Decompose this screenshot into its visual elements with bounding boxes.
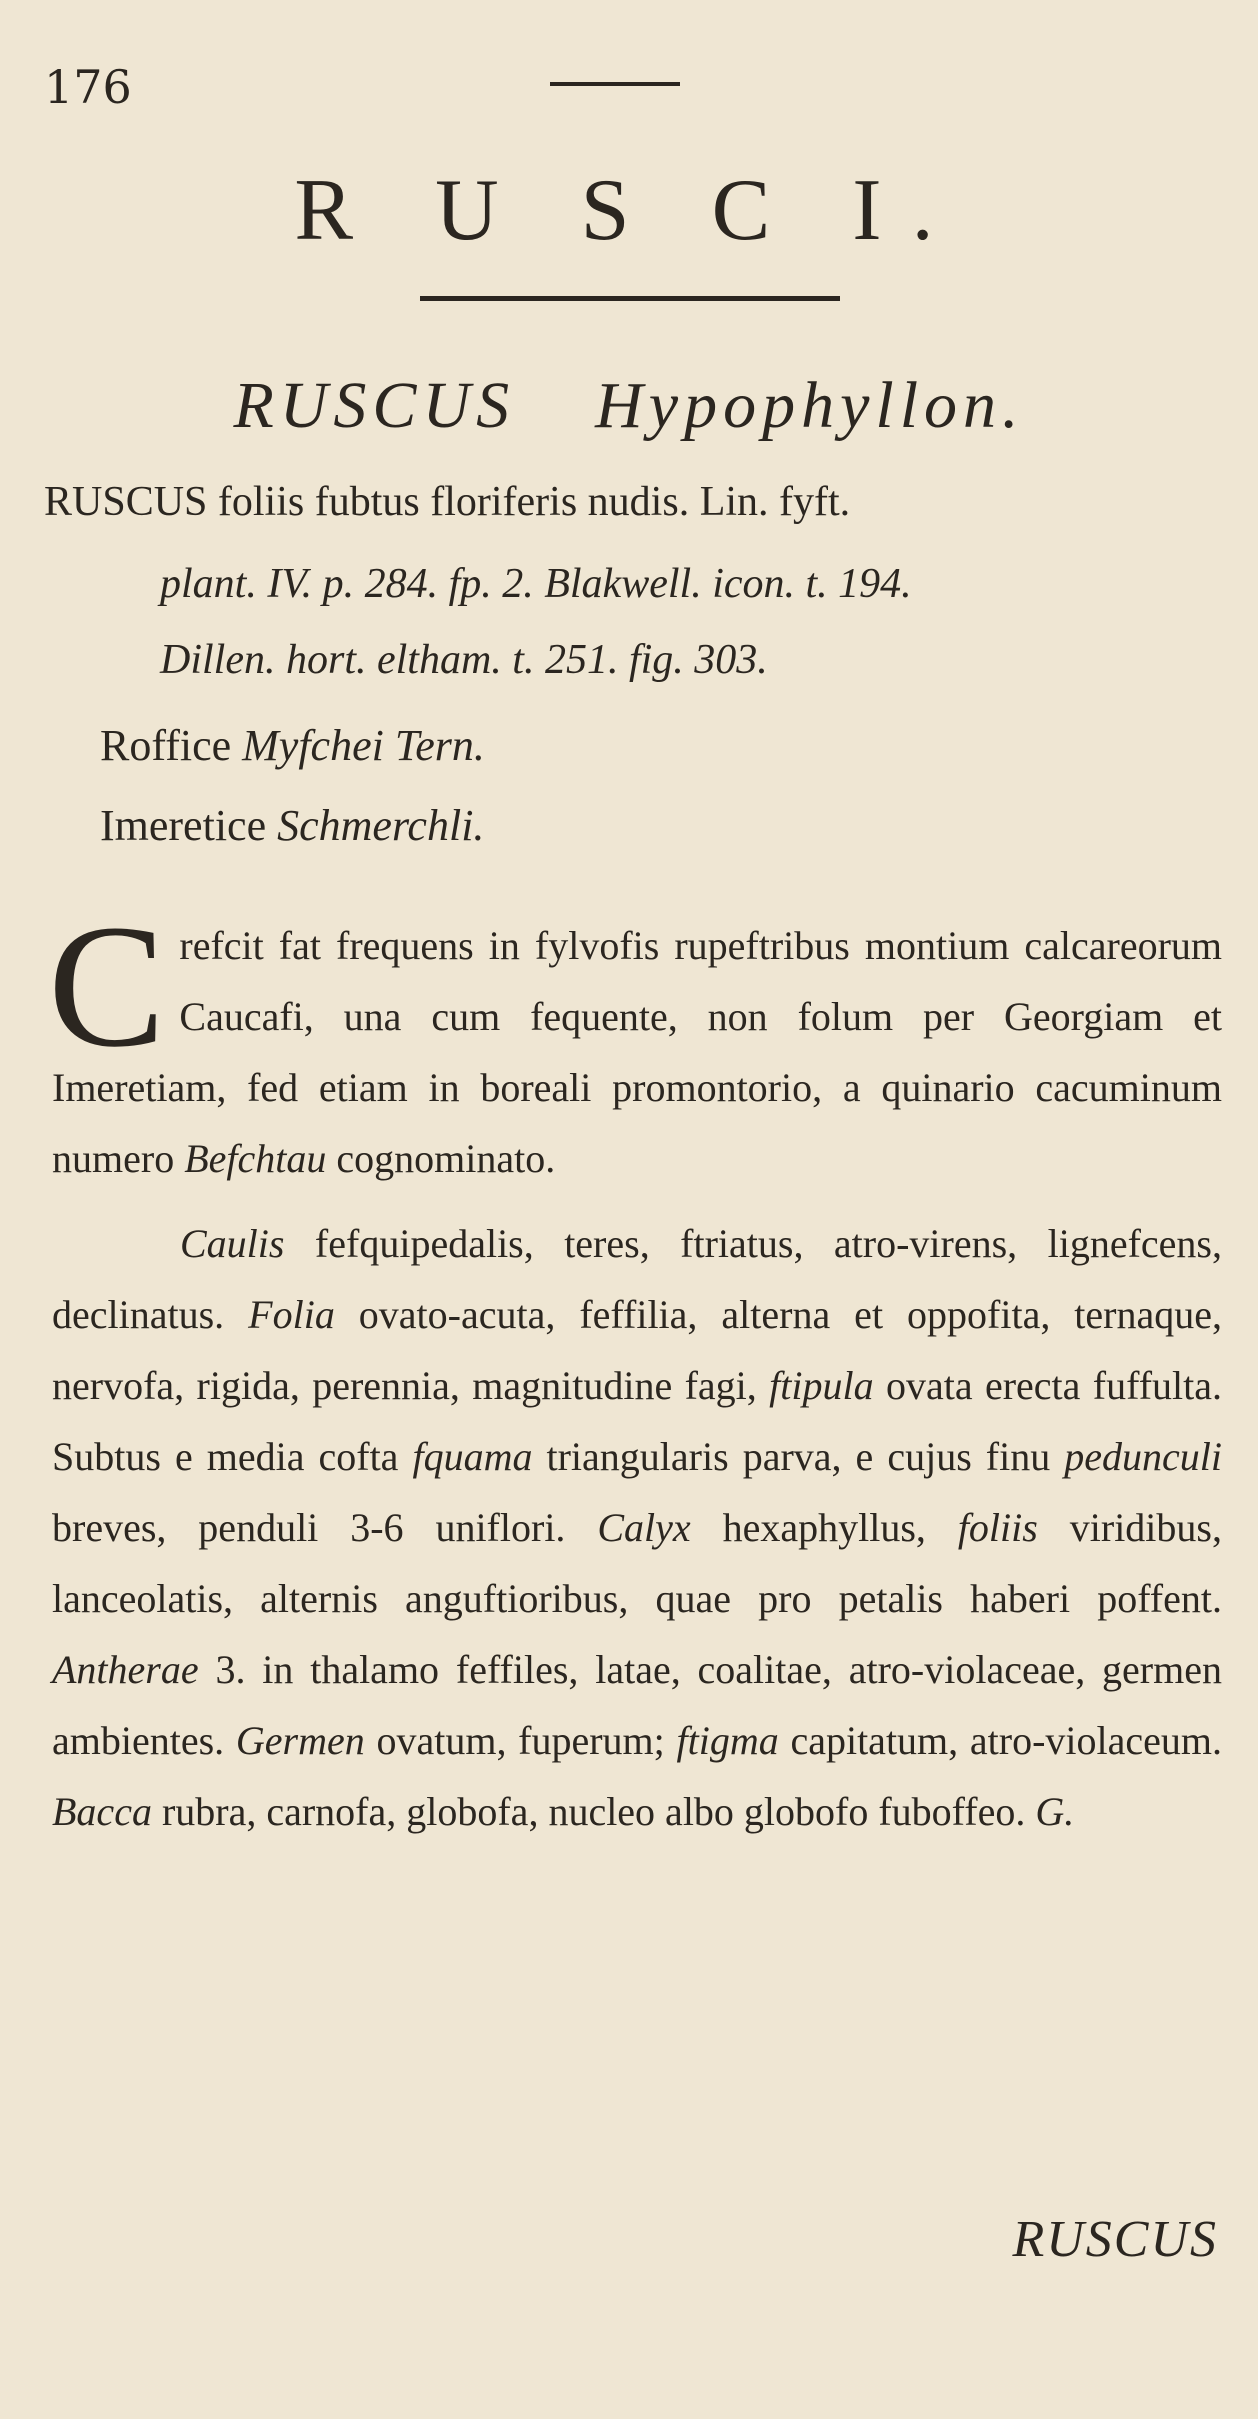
term: ftigma bbox=[676, 1718, 779, 1763]
vernacular-name: Myfchei Tern. bbox=[242, 721, 485, 770]
species-heading bbox=[0, 368, 1258, 444]
description-body bbox=[48, 889, 1223, 1847]
text: ovata erecta fuffulta. Subtus e media cofta bbox=[52, 1363, 1222, 1479]
genus-name: RUSCUS bbox=[233, 369, 516, 442]
place-name: Befchtau bbox=[184, 1136, 327, 1181]
synonymy-line-3: Dillen. hort. eltham. t. 251. fig. 303. bbox=[160, 637, 768, 683]
term: pedunculi bbox=[1064, 1434, 1222, 1479]
text: 3. in thalamo feffiles, latae, coalitae, atro-violaceae, germen ambientes. bbox=[52, 1647, 1222, 1763]
vernacular-imeretian bbox=[100, 800, 484, 851]
morphology-paragraph bbox=[52, 1208, 1222, 1847]
term: fquama bbox=[412, 1434, 533, 1479]
text: breves, penduli 3-6 uniflori. bbox=[52, 1505, 598, 1550]
text: triangularis parva, e cujus finu bbox=[532, 1434, 1065, 1479]
habitat-text: refcit fat frequens in fylvofis rupeftribus montium calcareorum Caucafi, una cum fequente, non folum per Georgiam et Imeretiam, fed etiam in boreali promontorio, a quinario cacuminum numero bbox=[52, 923, 1222, 1181]
synonymy-line-2: plant. IV. p. 284. fp. 2. Blakwell. icon. t. 194. bbox=[160, 561, 912, 607]
habitat-text-end: cognominato. bbox=[326, 1136, 556, 1181]
habitat-paragraph bbox=[48, 889, 1222, 1194]
section-title: R U S C I. bbox=[294, 162, 964, 259]
vernacular-russian bbox=[100, 720, 485, 771]
vernacular-name: Schmerchli. bbox=[277, 801, 485, 850]
term: ftipula bbox=[769, 1363, 874, 1408]
text: rubra, carnofa, globofa, nucleo albo globofo fuboffeo. bbox=[151, 1789, 1036, 1834]
synonymy-line-1: RUSCUS foliis fubtus floriferis nudis. Lin. fyft. bbox=[44, 479, 851, 525]
text: capitatum, atro-violaceum. bbox=[778, 1718, 1222, 1763]
text: hexaphyllus, bbox=[690, 1505, 958, 1550]
header-rule bbox=[550, 82, 680, 86]
species-name: Hypophyllon. bbox=[595, 369, 1025, 442]
author-initial: G. bbox=[1035, 1789, 1075, 1834]
vernacular-language: Imeretice bbox=[100, 801, 267, 850]
catchword: RUSCUS bbox=[1012, 2211, 1218, 2268]
term: Caulis bbox=[180, 1221, 285, 1266]
vernacular-language: Roffice bbox=[100, 721, 232, 770]
page-number: 176 bbox=[44, 60, 132, 114]
term: Antherae bbox=[52, 1647, 199, 1692]
term: Bacca bbox=[52, 1789, 152, 1834]
term: Folia bbox=[248, 1292, 335, 1337]
title-rule bbox=[420, 296, 840, 301]
text: ovato-acuta, feffilia, alterna et oppofita, ternaque, nervofa, rigida, perennia, magnitudine fagi, bbox=[52, 1292, 1223, 1408]
text: viridibus, lanceolatis, alternis anguftioribus, quae pro petalis haberi poffent. bbox=[52, 1505, 1222, 1621]
term: foliis bbox=[957, 1505, 1038, 1550]
drop-cap: C bbox=[48, 889, 166, 1084]
text: ovatum, fuperum; bbox=[364, 1718, 677, 1763]
text: fefquipedalis, teres, ftriatus, atro-virens, lignefcens, declinatus. bbox=[52, 1221, 1222, 1337]
term: Calyx bbox=[597, 1505, 691, 1550]
term: Germen bbox=[235, 1718, 365, 1763]
